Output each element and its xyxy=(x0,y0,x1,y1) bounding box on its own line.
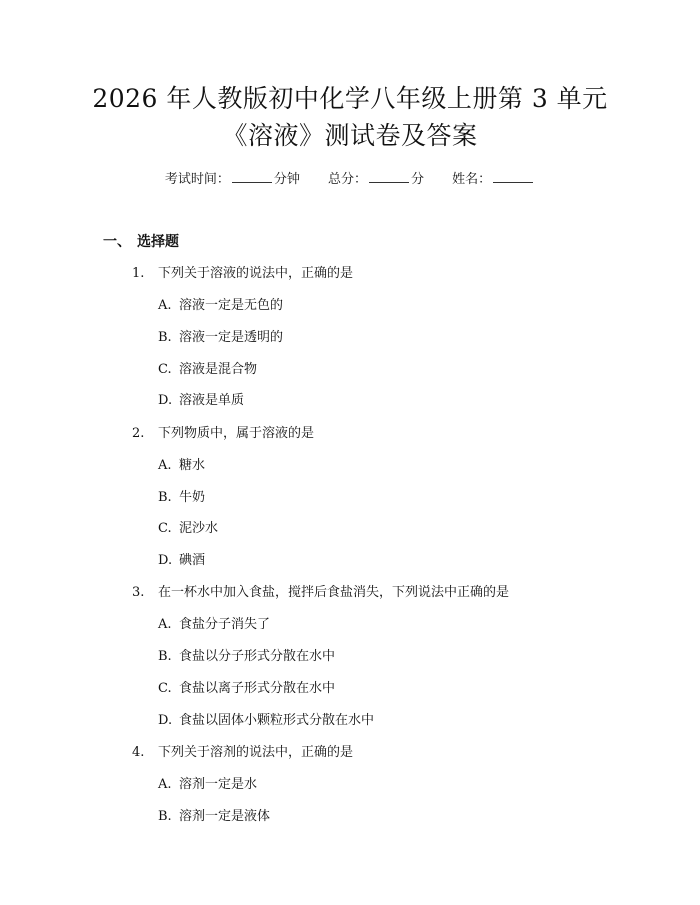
question-2-option-d xyxy=(158,549,205,568)
question-2 xyxy=(132,422,314,441)
total-score-group xyxy=(328,172,428,187)
option-text: 碘酒 xyxy=(179,553,206,568)
exam-time-label: 考试时间： xyxy=(164,172,230,187)
student-name-group xyxy=(452,172,535,187)
exam-time-unit: 分钟 xyxy=(273,172,300,187)
option-text: 溶液一定是透明的 xyxy=(179,330,284,345)
page-title-line-2: 《溶液》测试卷及答案 xyxy=(222,121,478,150)
option-text: 牛奶 xyxy=(179,490,206,505)
option-letter: A. xyxy=(158,617,172,632)
section-title: 选择题 xyxy=(137,234,179,250)
option-text: 糖水 xyxy=(179,458,206,473)
option-text: 泥沙水 xyxy=(179,521,219,536)
option-letter: C. xyxy=(158,681,172,696)
question-4 xyxy=(132,741,353,760)
option-letter: B. xyxy=(158,330,172,345)
option-letter: D. xyxy=(158,553,173,568)
exam-info-line xyxy=(0,168,700,187)
total-score-label: 总分： xyxy=(327,172,367,187)
option-text: 食盐以离子形式分散在水中 xyxy=(179,681,336,696)
question-text: 下列关于溶剂的说法中，正确的是 xyxy=(158,745,354,760)
question-1-option-d xyxy=(158,389,244,408)
section-number: 一、 xyxy=(103,234,131,250)
option-letter: B. xyxy=(158,809,172,824)
option-text: 溶剂一定是水 xyxy=(179,777,258,792)
question-3-option-b xyxy=(158,645,335,664)
question-text: 下列关于溶液的说法中，正确的是 xyxy=(158,266,354,281)
question-3-option-a xyxy=(158,613,270,632)
total-score-blank xyxy=(369,170,409,183)
option-letter: C. xyxy=(158,362,172,377)
option-text: 食盐分子消失了 xyxy=(179,617,271,632)
question-1-option-b xyxy=(158,326,283,345)
option-letter: A. xyxy=(158,458,172,473)
option-text: 食盐以分子形式分散在水中 xyxy=(179,649,336,664)
student-name-blank xyxy=(493,170,533,183)
question-1-option-a xyxy=(158,294,283,313)
total-score-unit: 分 xyxy=(411,172,425,187)
question-text: 下列物质中，属于溶液的是 xyxy=(158,426,315,441)
question-1 xyxy=(132,262,353,281)
question-text: 在一杯水中加入食盐，搅拌后食盐消失，下列说法中正确的是 xyxy=(158,585,510,600)
question-4-option-a xyxy=(158,773,257,792)
option-text: 溶液是混合物 xyxy=(179,362,258,377)
option-letter: D. xyxy=(158,393,173,408)
option-letter: B. xyxy=(158,490,172,505)
student-name-label: 姓名： xyxy=(452,172,492,187)
option-letter: A. xyxy=(158,298,172,313)
question-3 xyxy=(132,581,509,600)
question-number: 1. xyxy=(132,266,145,281)
question-4-option-b xyxy=(158,805,270,824)
exam-time-blank xyxy=(232,170,272,183)
option-letter: B. xyxy=(158,649,172,664)
question-2-option-a xyxy=(158,454,205,473)
question-1-option-c xyxy=(158,358,257,377)
question-number: 3. xyxy=(132,585,145,600)
option-text: 溶剂一定是液体 xyxy=(179,809,271,824)
exam-time-group xyxy=(165,172,304,187)
option-text: 食盐以固体小颗粒形式分散在水中 xyxy=(179,713,375,728)
option-letter: A. xyxy=(158,777,172,792)
question-3-option-d xyxy=(158,709,374,728)
question-number: 4. xyxy=(132,745,145,760)
option-letter: C. xyxy=(158,521,172,536)
option-text: 溶液是单质 xyxy=(179,393,245,408)
option-letter: D. xyxy=(158,713,173,728)
question-2-option-c xyxy=(158,517,218,536)
option-text: 溶液一定是无色的 xyxy=(179,298,284,313)
page-title-line-1: 2026 年人教版初中化学八年级上册第 3 单元 xyxy=(92,84,608,113)
question-number: 2. xyxy=(132,426,145,441)
question-3-option-c xyxy=(158,677,335,696)
question-2-option-b xyxy=(158,486,205,505)
section-heading xyxy=(103,231,179,251)
